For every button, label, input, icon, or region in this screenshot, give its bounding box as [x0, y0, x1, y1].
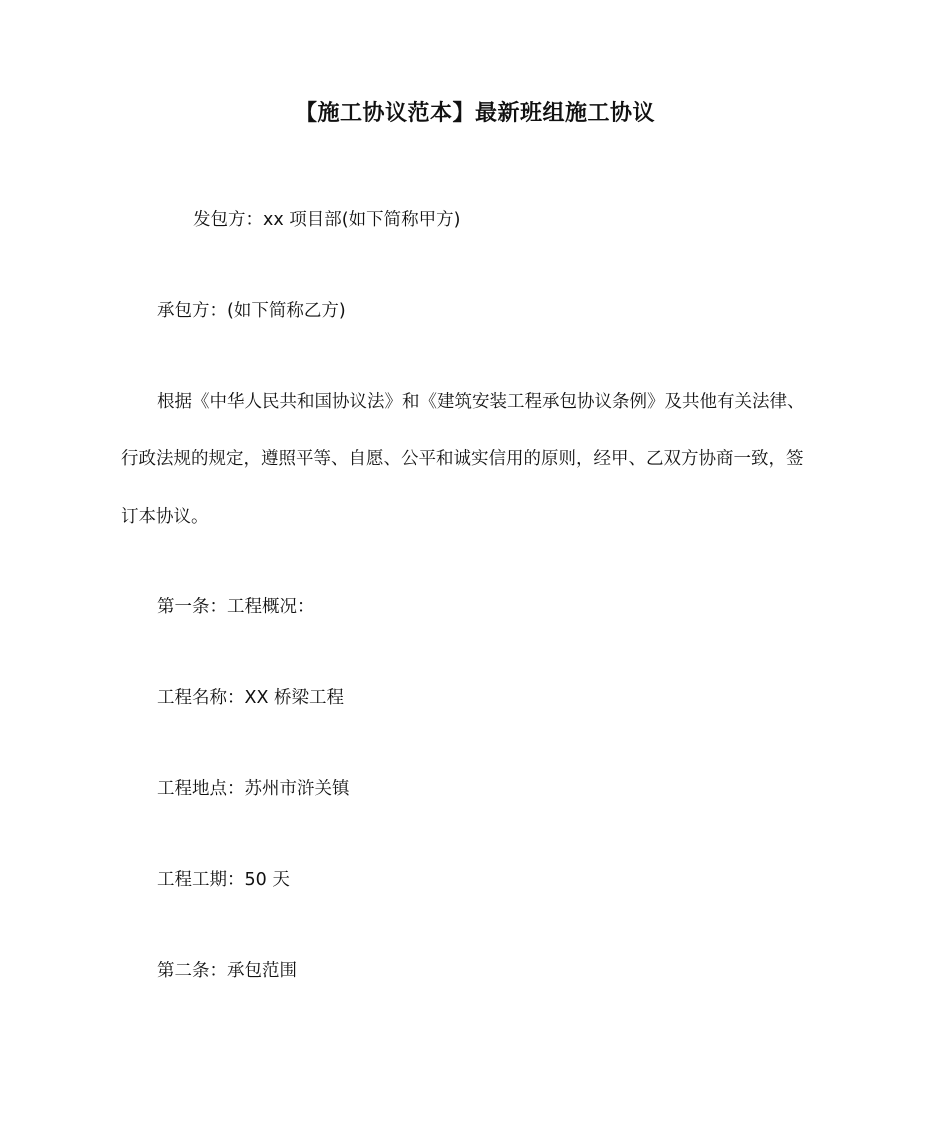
project-duration-line: 工程工期：50 天: [157, 870, 290, 890]
project-name-line: 工程名称：XX 桥梁工程: [157, 688, 345, 708]
contractor-line: 承包方：(如下简称乙方): [157, 301, 346, 321]
preamble-line-2: 行政法规的规定，遵照平等、自愿、公平和诚实信用的原则，经甲、乙双方协商一致，签: [121, 449, 804, 469]
document-title: 【施工协议范本】最新班组施工协议: [294, 101, 655, 126]
article-2-heading: 第二条：承包范围: [157, 961, 297, 981]
project-location-line: 工程地点：苏州市浒关镇: [157, 779, 350, 799]
article-1-heading: 第一条：工程概况：: [157, 597, 315, 617]
employer-line: 发包方：xx 项目部(如下简称甲方): [193, 210, 461, 230]
preamble-line-1: 根据《中华人民共和国协议法》和《建筑安装工程承包协议条例》及共他有关法律、: [157, 392, 805, 412]
preamble-line-3: 订本协议。: [121, 507, 209, 527]
